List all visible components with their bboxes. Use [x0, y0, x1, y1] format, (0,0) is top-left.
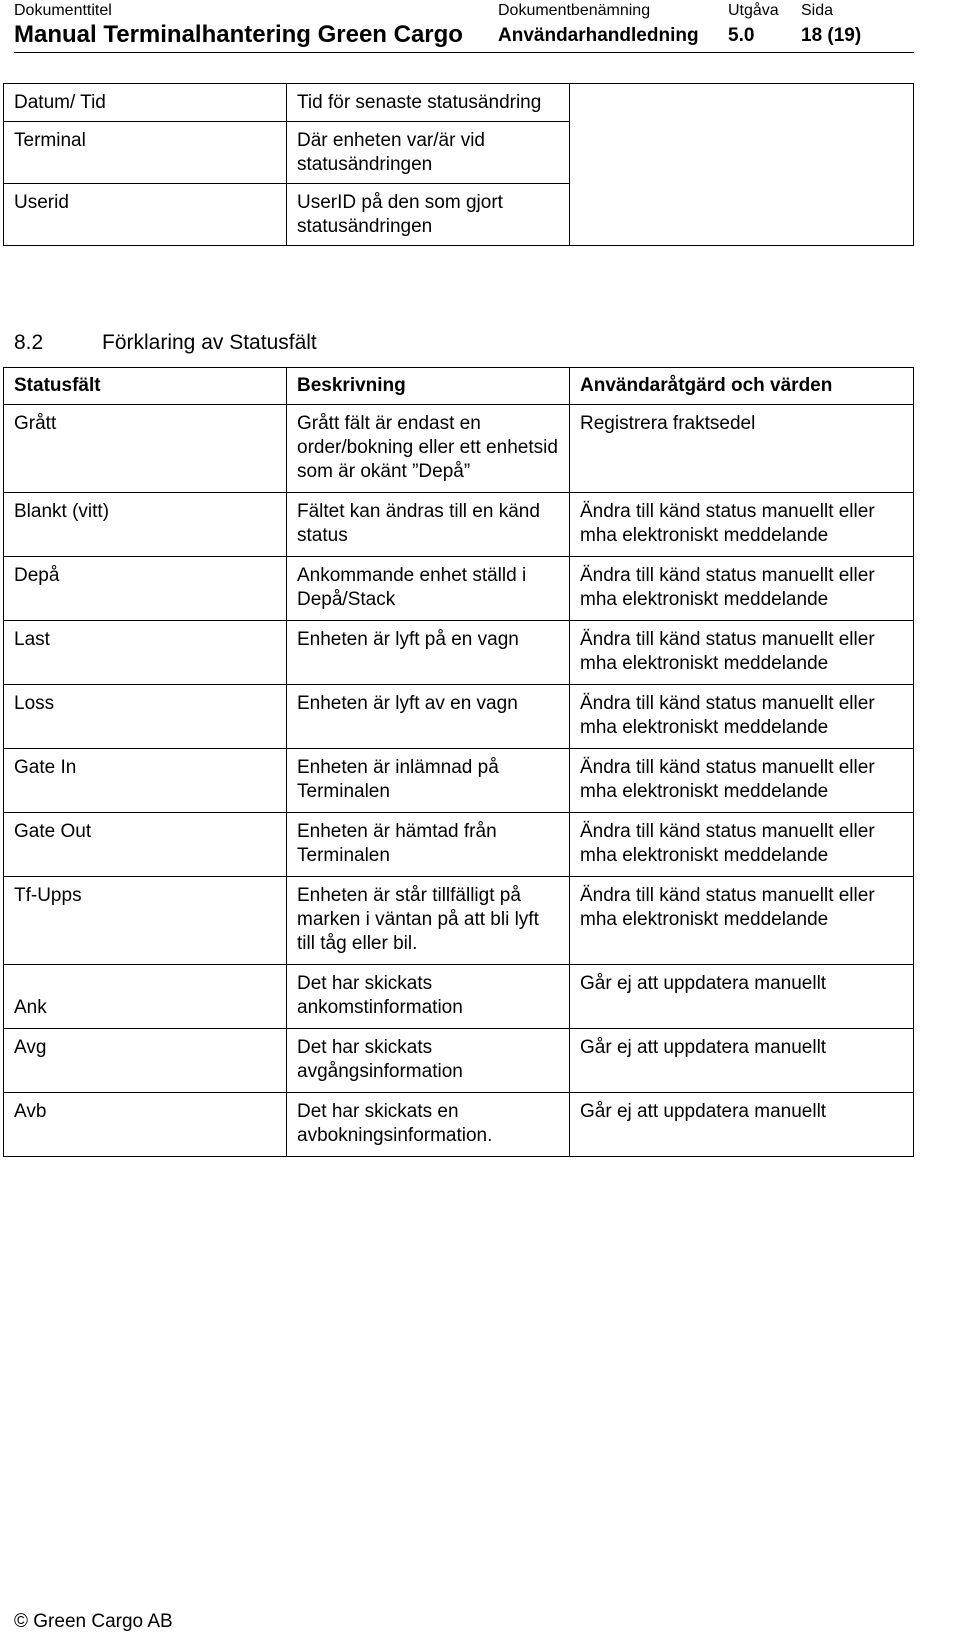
status-field-cell: Grått — [4, 405, 287, 493]
description-cell: Där enheten var/är vid statusändringen — [287, 122, 570, 184]
status-field-cell: Ank — [4, 965, 287, 1029]
status-field-cell: Last — [4, 621, 287, 685]
header-divider — [14, 52, 914, 53]
table-row — [4, 1029, 914, 1093]
action-cell: Ändra till känd status manuellt eller mha elektroniskt meddelande — [570, 685, 914, 749]
status-field-cell: Avg — [4, 1029, 287, 1093]
table-row — [4, 405, 914, 493]
status-field-cell: Loss — [4, 685, 287, 749]
action-cell: Går ej att uppdatera manuellt — [570, 1093, 914, 1157]
action-cell: Ändra till känd status manuellt eller mha elektroniskt meddelande — [570, 813, 914, 877]
column-header-description: Beskrivning — [287, 368, 570, 405]
description-cell: UserID på den som gjort statusändringen — [287, 184, 570, 246]
status-field-cell: Gate Out — [4, 813, 287, 877]
description-cell: Enheten är lyft av en vagn — [287, 685, 570, 749]
status-field-cell: Gate In — [4, 749, 287, 813]
field-cell: Userid — [4, 184, 287, 246]
field-cell: Datum/ Tid — [4, 84, 287, 122]
section-heading — [14, 331, 317, 355]
header-doc-title: Manual Terminalhantering Green Cargo — [14, 21, 463, 48]
description-cell: Det har skickats en avbokningsinformation. — [287, 1093, 570, 1157]
status-field-cell: Blankt (vitt) — [4, 493, 287, 557]
description-cell: Grått fält är endast en order/bokning eller ett enhetsid som är okänt ”Depå” — [287, 405, 570, 493]
action-cell: Ändra till känd status manuellt eller mha elektroniskt meddelande — [570, 877, 914, 965]
section-title: Förklaring av Statusfält — [102, 331, 317, 354]
header-label-doc-name: Dokumentbenämning — [498, 2, 651, 19]
status-history-fields-table — [3, 83, 914, 246]
table-row — [4, 813, 914, 877]
action-cell: Går ej att uppdatera manuellt — [570, 1029, 914, 1093]
table-row — [4, 749, 914, 813]
header-labels — [14, 0, 914, 20]
description-cell: Enheten är inlämnad på Terminalen — [287, 749, 570, 813]
header-label-doc-title: Dokumenttitel — [14, 2, 112, 19]
column-header-status-field: Statusfält — [4, 368, 287, 405]
description-cell: Tid för senaste statusändring — [287, 84, 570, 122]
action-cell: Ändra till känd status manuellt eller mha elektroniskt meddelande — [570, 493, 914, 557]
table-row — [4, 965, 914, 1029]
table-row — [4, 557, 914, 621]
description-cell: Enheten är lyft på en vagn — [287, 621, 570, 685]
table-row — [4, 685, 914, 749]
header-label-edition: Utgåva — [728, 2, 779, 19]
column-header-user-action: Användaråtgärd och värden — [570, 368, 914, 405]
header-label-page: Sida — [801, 2, 834, 19]
description-cell: Enheten är hämtad från Terminalen — [287, 813, 570, 877]
value-cell — [570, 84, 914, 246]
action-cell: Går ej att uppdatera manuellt — [570, 965, 914, 1029]
status-field-cell: Avb — [4, 1093, 287, 1157]
table-row — [4, 84, 914, 122]
action-cell: Ändra till känd status manuellt eller mha elektroniskt meddelande — [570, 621, 914, 685]
status-field-cell: Depå — [4, 557, 287, 621]
description-cell: Enheten är står tillfälligt på marken i väntan på att bli lyft till tåg eller bil. — [287, 877, 570, 965]
status-field-cell: Tf-Upps — [4, 877, 287, 965]
section-number: 8.2 — [14, 331, 44, 354]
table-row — [4, 621, 914, 685]
page-header — [14, 0, 914, 50]
table-row — [4, 877, 914, 965]
description-cell: Det har skickats ankomstinformation — [287, 965, 570, 1029]
action-cell: Registrera fraktsedel — [570, 405, 914, 493]
status-field-table — [3, 367, 914, 1157]
action-cell: Ändra till känd status manuellt eller mha elektroniskt meddelande — [570, 749, 914, 813]
header-page: 18 (19) — [801, 25, 862, 46]
page-footer: © Green Cargo AB — [14, 1611, 173, 1632]
action-cell: Ändra till känd status manuellt eller mha elektroniskt meddelande — [570, 557, 914, 621]
header-edition: 5.0 — [728, 25, 755, 46]
description-cell: Det har skickats avgångsinformation — [287, 1029, 570, 1093]
header-values — [14, 20, 914, 50]
field-cell: Terminal — [4, 122, 287, 184]
table-row — [4, 493, 914, 557]
header-doc-name: Användarhandledning — [498, 25, 699, 46]
table-row — [4, 1093, 914, 1157]
table-header-row — [4, 368, 914, 405]
description-cell: Fältet kan ändras till en känd status — [287, 493, 570, 557]
description-cell: Ankommande enhet ställd i Depå/Stack — [287, 557, 570, 621]
